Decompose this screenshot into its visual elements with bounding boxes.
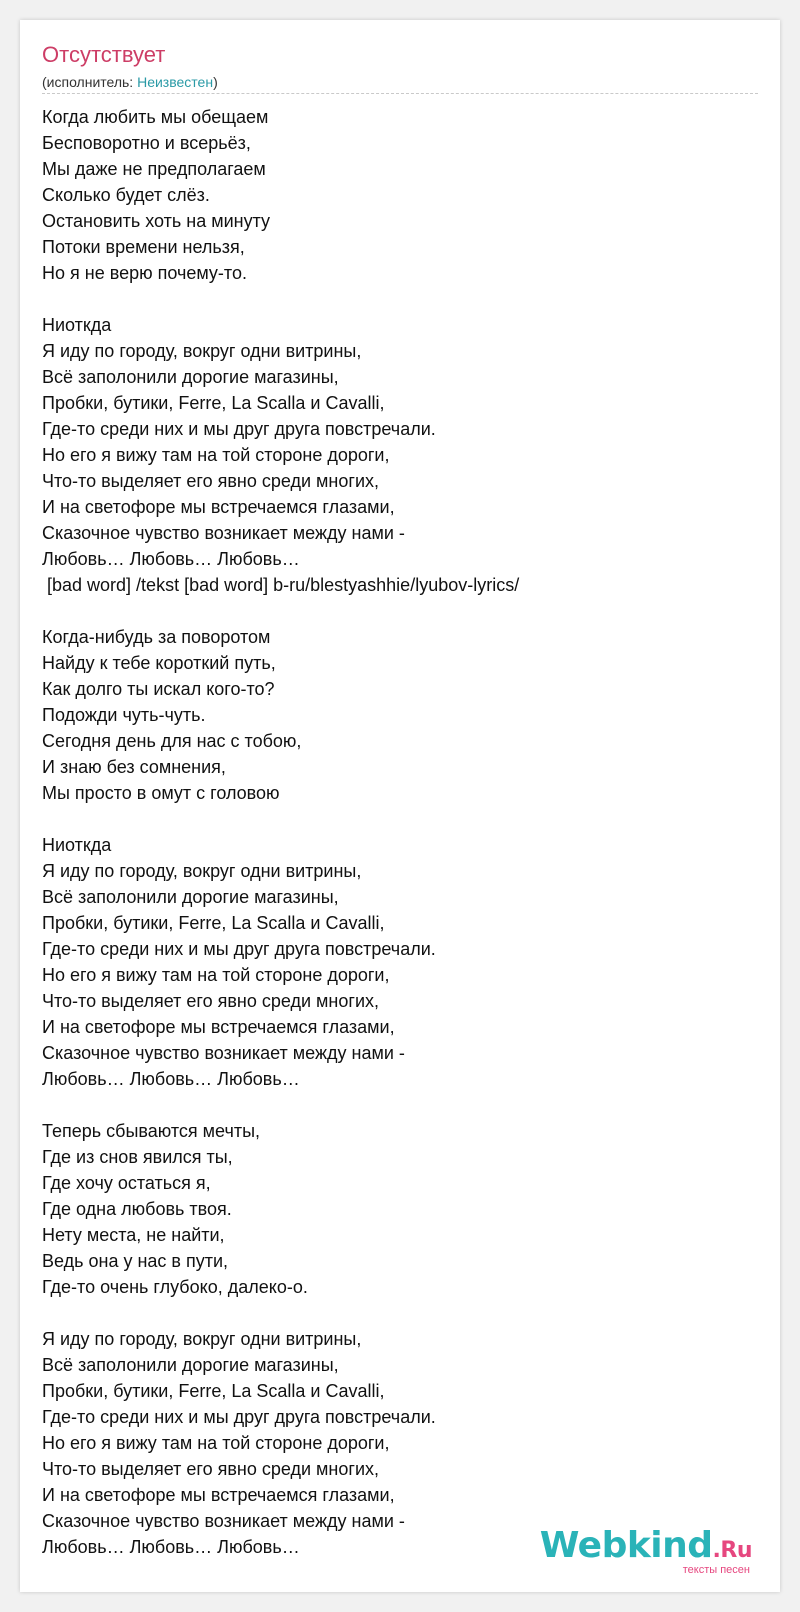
lyric-line: Теперь сбываются мечты,	[42, 1121, 261, 1141]
lyric-line: Где-то очень глубоко, далеко-о.	[42, 1277, 308, 1297]
lyric-line: Я иду по городу, вокруг одни витрины,	[42, 341, 362, 361]
lyric-line: Сказочное чувство возникает между нами -	[42, 523, 405, 543]
lyric-line: Подожди чуть-чуть.	[42, 705, 206, 725]
lyric-line: Ведь она у нас в пути,	[42, 1251, 229, 1271]
lyric-line: Пробки, бутики, Ferre, La Scalla и Cavalli,	[42, 913, 385, 933]
lyric-line: И на светофоре мы встречаемся глазами,	[42, 497, 395, 517]
lyric-line: Пробки, бутики, Ferre, La Scalla и Cavalli,	[42, 1381, 385, 1401]
lyric-line: Как долго ты искал кого-то?	[42, 679, 275, 699]
lyric-line: И на светофоре мы встречаемся глазами,	[42, 1017, 395, 1037]
title-divider	[42, 93, 758, 94]
lyric-line: Что-то выделяет его явно среди многих,	[42, 991, 380, 1011]
lyric-line: Где-то среди них и мы друг друга повстречали.	[42, 419, 436, 439]
lyric-line: Я иду по городу, вокруг одни витрины,	[42, 861, 362, 881]
lyric-line: Любовь… Любовь… Любовь…	[42, 1069, 300, 1089]
logo-name: Webkind	[539, 1525, 713, 1566]
lyric-line: Где-то среди них и мы друг друга повстречали.	[42, 939, 436, 959]
lyric-line: И на светофоре мы встречаемся глазами,	[42, 1485, 395, 1505]
logo-tagline: тексты песен	[682, 1564, 750, 1576]
lyric-line: Где из снов явился ты,	[42, 1147, 233, 1167]
lyric-line: Найду к тебе короткий путь,	[42, 653, 276, 673]
lyric-line: Сколько будет слёз.	[42, 185, 210, 205]
lyric-line: Мы просто в омут с головою	[42, 783, 280, 803]
lyric-line: Но его я вижу там на той стороне дороги,	[42, 445, 390, 465]
logo-tld: .Ru	[712, 1538, 752, 1563]
lyric-line: Бесповоротно и всерьёз,	[42, 133, 251, 153]
lyric-line: Сказочное чувство возникает между нами -	[42, 1043, 405, 1063]
artist-link[interactable]: Неизвестен	[137, 74, 214, 90]
stanza-gap	[42, 1300, 758, 1326]
artist-prefix: (исполнитель:	[42, 74, 138, 90]
lyric-line: Сказочное чувство возникает между нами -	[42, 1511, 405, 1531]
lyric-line: Ниоткда	[42, 315, 112, 335]
lyric-line: Потоки времени нельзя,	[42, 237, 245, 257]
lyric-line: Где хочу остаться я,	[42, 1173, 211, 1193]
stanza-gap	[42, 806, 758, 832]
stanza-gap	[42, 598, 758, 624]
lyrics-body	[42, 104, 758, 1560]
lyric-line: Когда-нибудь за поворотом	[42, 627, 271, 647]
lyric-line: Я иду по городу, вокруг одни витрины,	[42, 1329, 362, 1349]
lyric-line: Когда любить мы обещаем	[42, 107, 269, 127]
lyric-line: Всё заполонили дорогие магазины,	[42, 367, 339, 387]
lyric-line: Нету места, не найти,	[42, 1225, 225, 1245]
lyric-line: Всё заполонили дорогие магазины,	[42, 887, 339, 907]
stanza-gap	[42, 286, 758, 312]
lyric-line: [bad word] /tekst [bad word] b-ru/blestyashhie/lyubov-lyrics/	[42, 575, 520, 595]
stanza-gap	[42, 1092, 758, 1118]
artist-line	[42, 73, 218, 91]
lyric-line: Любовь… Любовь… Любовь…	[42, 1537, 300, 1557]
site-logo[interactable]	[540, 1527, 752, 1576]
lyric-line: Мы даже не предполагаем	[42, 159, 266, 179]
song-title: Отсутствует	[42, 42, 166, 67]
lyric-line: Ниоткда	[42, 835, 112, 855]
lyric-line: Пробки, бутики, Ferre, La Scalla и Cavalli,	[42, 393, 385, 413]
lyric-line: Любовь… Любовь… Любовь…	[42, 549, 300, 569]
lyric-line: Что-то выделяет его явно среди многих,	[42, 1459, 380, 1479]
lyric-line: И знаю без сомнения,	[42, 757, 226, 777]
lyric-line: Всё заполонили дорогие магазины,	[42, 1355, 339, 1375]
lyric-line: Где одна любовь твоя.	[42, 1199, 232, 1219]
lyric-line: Но я не верю почему-то.	[42, 263, 247, 283]
lyric-line: Сегодня день для нас с тобою,	[42, 731, 302, 751]
artist-suffix: )	[213, 74, 218, 90]
lyric-line: Но его я вижу там на той стороне дороги,	[42, 965, 390, 985]
lyric-line: Остановить хоть на минуту	[42, 211, 271, 231]
lyric-line: Где-то среди них и мы друг друга повстречали.	[42, 1407, 436, 1427]
lyrics-card	[20, 20, 780, 1592]
lyric-line: Но его я вижу там на той стороне дороги,	[42, 1433, 390, 1453]
lyric-line: Что-то выделяет его явно среди многих,	[42, 471, 380, 491]
